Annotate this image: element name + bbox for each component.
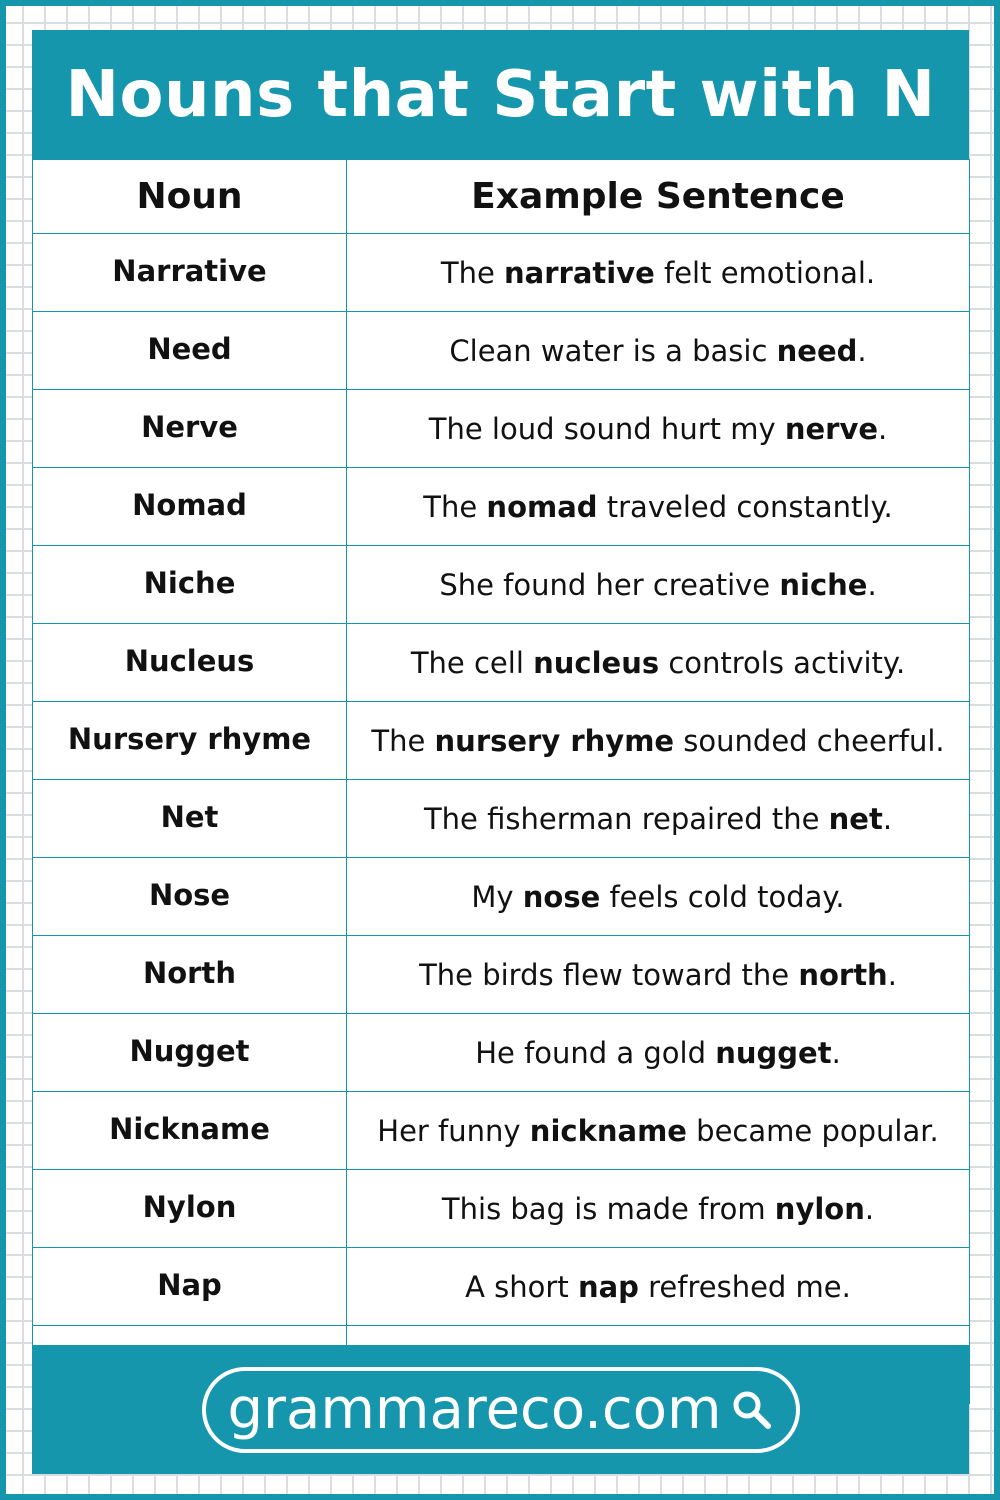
example-sentence-cell: [347, 1092, 970, 1170]
example-sentence-cell: [347, 780, 970, 858]
noun-cell: Nickname: [33, 1092, 347, 1170]
example-sentence-cell: [347, 702, 970, 780]
table-header-row: [33, 160, 970, 234]
table-row: [33, 468, 970, 546]
sentence-text-before: The cell: [410, 645, 534, 680]
table-row: [33, 624, 970, 702]
noun-cell: Nursery rhyme: [33, 702, 347, 780]
sentence-noun-highlight: net: [828, 801, 883, 836]
title-bar: [32, 30, 969, 159]
infographic-card: [32, 30, 969, 1474]
table-row: [33, 936, 970, 1014]
noun-cell: Nose: [33, 858, 347, 936]
sentence-text-after: controls activity.: [659, 645, 906, 680]
sentence-text-before: Her funny: [377, 1113, 530, 1148]
sentence-text-before: The birds flew toward the: [419, 957, 799, 992]
sentence-text-after: .: [867, 567, 877, 602]
sentence-text-before: She found her creative: [439, 567, 780, 602]
sentence-text-after: .: [878, 411, 888, 446]
noun-cell: Nap: [33, 1248, 347, 1326]
sentence-text-after: traveled constantly.: [597, 489, 893, 524]
sentence-text-after: feels cold today.: [600, 879, 845, 914]
table-row: [33, 546, 970, 624]
noun-cell: North: [33, 936, 347, 1014]
sentence-text-before: The: [440, 255, 505, 290]
sentence-text-before: The loud sound hurt my: [428, 411, 785, 446]
sentence-noun-highlight: niche: [779, 567, 868, 602]
table-row: [33, 780, 970, 858]
example-sentence-cell: [347, 390, 970, 468]
noun-cell: Need: [33, 312, 347, 390]
sentence-noun-highlight: narrative: [504, 255, 655, 290]
example-sentence-cell: [347, 624, 970, 702]
table-row: [33, 312, 970, 390]
table-row: [33, 858, 970, 936]
sentence-text-before: The fisherman repaired the: [423, 801, 829, 836]
sentence-noun-highlight: north: [798, 957, 888, 992]
table-row: [33, 1092, 970, 1170]
noun-cell: Nugget: [33, 1014, 347, 1092]
sentence-noun-highlight: nomad: [486, 489, 598, 524]
nouns-table: [32, 159, 970, 1404]
noun-cell: Nomad: [33, 468, 347, 546]
sentence-text-after: .: [864, 1191, 875, 1226]
noun-cell: Nucleus: [33, 624, 347, 702]
table-row: [33, 234, 970, 312]
example-sentence-cell: [347, 858, 970, 936]
example-sentence-cell: [347, 546, 970, 624]
sentence-text-after: .: [857, 333, 867, 368]
column-header-example-sentence: Example Sentence: [347, 160, 970, 234]
table-row: [33, 1170, 970, 1248]
table-row: [33, 1248, 970, 1326]
sentence-text-after: .: [882, 801, 893, 836]
example-sentence-cell: [347, 1170, 970, 1248]
table-row: [33, 1014, 970, 1092]
sentence-noun-highlight: nylon: [774, 1191, 865, 1226]
website-link[interactable]: [202, 1367, 800, 1453]
footer-bar: [32, 1345, 969, 1474]
sentence-text-after: .: [887, 957, 897, 992]
page-title: Nouns that Start with N: [65, 57, 936, 132]
sentence-text-after: felt emotional.: [654, 255, 876, 290]
example-sentence-cell: [347, 1014, 970, 1092]
example-sentence-cell: [347, 234, 970, 312]
noun-cell: Net: [33, 780, 347, 858]
noun-cell: Narrative: [33, 234, 347, 312]
sentence-noun-highlight: nap: [577, 1269, 639, 1304]
column-header-noun: Noun: [33, 160, 347, 234]
sentence-text-before: The: [423, 489, 487, 524]
sentence-noun-highlight: nerve: [784, 411, 879, 446]
table-row: [33, 390, 970, 468]
sentence-noun-highlight: nugget: [715, 1035, 832, 1070]
sentence-text-before: My: [471, 879, 523, 914]
example-sentence-cell: [347, 468, 970, 546]
search-icon: [730, 1381, 774, 1446]
example-sentence-cell: [347, 936, 970, 1014]
sentence-noun-highlight: nickname: [529, 1113, 687, 1148]
table-body: [33, 234, 970, 1404]
website-url: grammareco.com: [227, 1377, 722, 1442]
noun-cell: Nylon: [33, 1170, 347, 1248]
example-sentence-cell: [347, 312, 970, 390]
noun-cell: Nerve: [33, 390, 347, 468]
sentence-noun-highlight: nose: [522, 879, 601, 914]
sentence-noun-highlight: need: [776, 333, 858, 368]
sentence-text-before: Clean water is a basic: [449, 333, 777, 368]
table-row: [33, 702, 970, 780]
sentence-text-before: The: [371, 723, 435, 758]
sentence-text-after: .: [831, 1035, 841, 1070]
sentence-text-before: A short: [465, 1269, 578, 1304]
sentence-noun-highlight: nursery rhyme: [434, 723, 675, 758]
sentence-text-after: refreshed me.: [638, 1269, 851, 1304]
sentence-text-after: sounded cheerful.: [674, 723, 945, 758]
sentence-text-before: This bag is made from: [441, 1191, 775, 1226]
sentence-noun-highlight: nucleus: [533, 645, 660, 680]
sentence-text-before: He found a gold: [475, 1035, 716, 1070]
noun-cell: Niche: [33, 546, 347, 624]
example-sentence-cell: [347, 1248, 970, 1326]
sentence-text-after: became popular.: [686, 1113, 939, 1148]
